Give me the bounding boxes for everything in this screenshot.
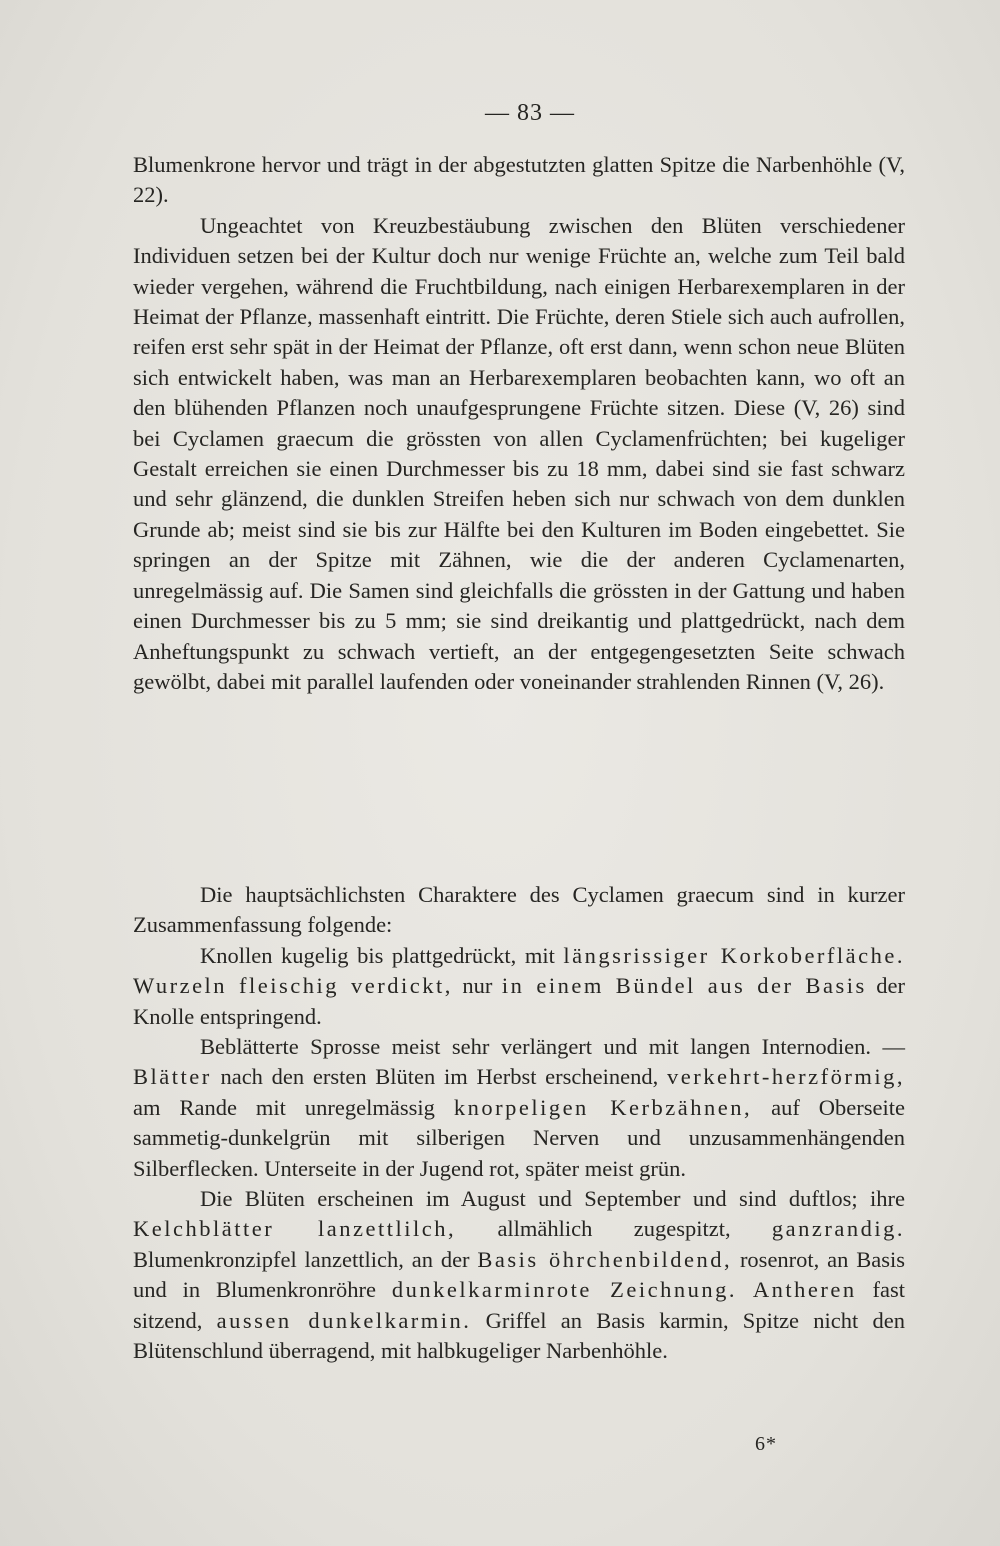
characters-tubers	[133, 941, 905, 1032]
emphasis-text: ganzrandig.	[771, 1216, 905, 1242]
signature-mark: 6*	[755, 1433, 777, 1455]
emphasis-text: Basis öhrchenbildend,	[477, 1246, 733, 1272]
text-run: Knollen kugelig bis plattgedrückt, mit	[200, 942, 564, 968]
page-number: — 83 —	[485, 100, 575, 126]
characters-intro: Die hauptsächlichsten Charaktere des Cyclamen graecum sind in kurzer Zusammenfassung folgende:	[133, 882, 905, 938]
text-run: nur	[452, 973, 502, 999]
characters-flowers	[133, 1184, 905, 1366]
text-run: Beblätterte Sprosse meist sehr verlängert und mit langen Internodien. —	[200, 1034, 905, 1060]
text-run: auf Oberseite sammetig-dunkelgrün mit silberigen Nerven und unzusammenhängenden Silberflecken. Unterseite in der Jugend rot, später meist grün.	[133, 1094, 905, 1181]
text-run: Blumenkronzipfel lanzettlich, an der	[133, 1246, 478, 1272]
text-run: Die Blüten erscheinen im August und September und sind duftlos; ihre	[200, 1186, 905, 1212]
text-run: fast sitzend,	[133, 1277, 906, 1333]
emphasis-text: Blätter	[133, 1064, 212, 1090]
emphasis-text: aussen dunkelkarmin.	[216, 1307, 472, 1333]
text-run: der Knolle entspringend.	[133, 973, 905, 1029]
emphasis-text: Antheren	[752, 1277, 857, 1303]
text-run: nach den ersten Blüten im Herbst erscheinend,	[211, 1064, 667, 1090]
paragraph-continuation: Blumenkrone hervor und trägt in der abgestutzten glatten Spitze die Narbenhöhle (V, 22).	[133, 152, 905, 208]
body-text-section-2	[133, 880, 905, 1367]
body-text-section-1	[133, 150, 905, 697]
text-run	[737, 1277, 753, 1302]
emphasis-text: längsrissiger Korkoberfläche.	[563, 942, 906, 968]
emphasis-text: verkehrt-herzförmig,	[666, 1064, 905, 1090]
text-run: Griffel an Basis karmin, Spitze nicht den Blütenschlund überragend, mit halbkugeliger Narbenhöhle.	[133, 1307, 906, 1364]
text-run: am Rande mit unregelmässig	[133, 1094, 454, 1120]
characters-leaves	[133, 1032, 905, 1184]
text-run: rosenrot, an Basis und in Blumenkronröhre	[133, 1246, 905, 1303]
emphasis-text: dunkelkarminrote Zeichnung.	[391, 1277, 738, 1303]
emphasis-text: Kelchblätter lanzettlilch,	[133, 1216, 457, 1242]
emphasis-text: Wurzeln fleischig verdickt,	[133, 973, 453, 999]
text-run: allmählich zugespitzt,	[456, 1216, 772, 1242]
emphasis-text: knorpeligen Kerbzähnen,	[453, 1094, 753, 1120]
paragraph-fruits-seeds: Ungeachtet von Kreuzbestäubung zwischen den Blüten verschiedener Individuen setzen bei der Kultur doch nur wenige Früchte an, welche zum Teil bald wieder vergehen, während die Fruchtbildung, nach einigen Herbarexemplaren in der Heimat der Pflanze, massenhaft eintritt. Die Früchte, deren Stiele sich auch aufrollen, reifen erst sehr spät in der Heimat der Pflanze, oft erst dann, wenn schon neue Blüten sich entwickelt haben, was man an Herbarexemplaren beobachten kann, wo oft an den blühenden Pflanzen noch unaufgesprungene Früchte sitzen. Diese (V, 26) sind bei Cyclamen graecum die grössten von allen Cyclamenfrüchten; bei kugeliger Gestalt erreichen sie einen Durchmesser bis zu 18 mm, dabei sind sie fast schwarz und sehr glänzend, die dunklen Streifen heben sich nur schwach von dem dunklen Grunde ab; meist sind sie bis zur Hälfte bei den Kulturen im Boden eingebettet. Sie springen an der Spitze mit Zähnen, wie die der anderen Cyclamenarten, unregelmässig auf. Die Samen sind gleichfalls die grössten in der Gattung und haben einen Durchmesser bis zu 5 mm; sie sind dreikantig und plattgedrückt, nach dem Anheftungspunkt zu schwach vertieft, an der entgegengesetzten Seite schwach gewölbt, dabei mit parallel laufenden oder voneinander strahlenden Rinnen (V, 26).	[133, 212, 905, 694]
emphasis-text: in einem Bündel aus der Basis	[501, 973, 867, 999]
